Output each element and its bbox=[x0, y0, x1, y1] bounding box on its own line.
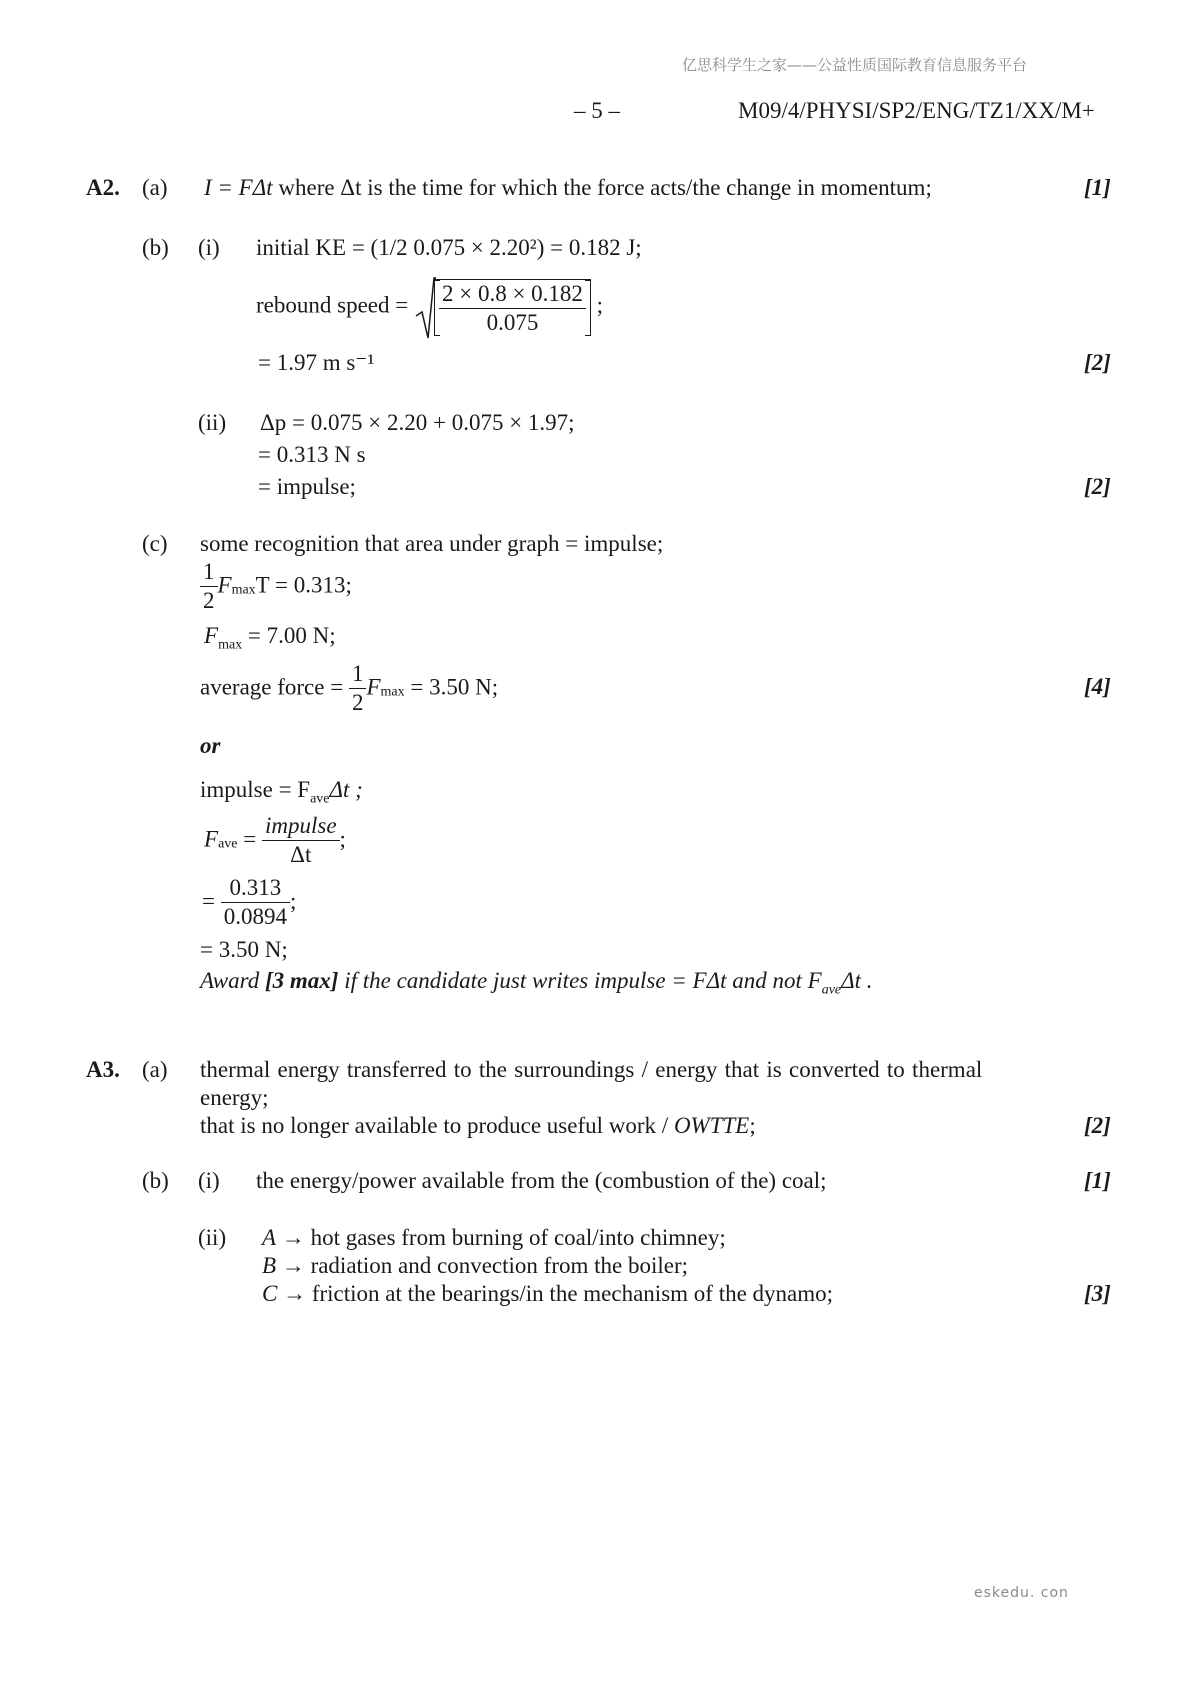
a2-a-text: where Δt is the time for which the force acts/the change in momentum; bbox=[278, 175, 932, 200]
a3-b-ii-row-b bbox=[262, 1252, 688, 1281]
fave-semi: ; bbox=[339, 826, 346, 852]
fave-eq: = bbox=[237, 826, 257, 852]
a2-b-ii-line1: Δp = 0.075 × 2.20 + 0.075 × 1.97; bbox=[260, 410, 575, 435]
sqrt-symbol bbox=[414, 276, 436, 340]
a2-c-line2 bbox=[200, 558, 352, 614]
a3-a-tag: (a) bbox=[142, 1057, 168, 1082]
a3-a-line2: energy; bbox=[200, 1085, 269, 1110]
a2-c-line3 bbox=[204, 622, 336, 654]
question-a3-label: A3. bbox=[86, 1057, 120, 1082]
a3-a-line3-end: ; bbox=[749, 1113, 756, 1138]
a3-b-i-mark: [1] bbox=[1084, 1168, 1111, 1193]
a2-a-mark: [1] bbox=[1084, 175, 1111, 200]
a3-b-ii-mark: [3] bbox=[1084, 1281, 1111, 1306]
a2-b-i-result: = 1.97 m s⁻¹ bbox=[258, 350, 375, 375]
award-bold: [3 max] bbox=[264, 968, 339, 993]
avg-sub: max bbox=[380, 684, 405, 700]
row-a-text: → hot gases from burning of coal/into chimney; bbox=[276, 1225, 726, 1250]
half-num: 1 bbox=[200, 558, 218, 587]
row-a-var: A bbox=[262, 1225, 277, 1250]
value-num: 0.313 bbox=[221, 874, 290, 903]
award-post: if the candidate just writes impulse = FΔt and not F bbox=[338, 968, 822, 993]
a2-b-ii-line2: = 0.313 N s bbox=[258, 442, 366, 467]
a2-c-mark: [4] bbox=[1084, 674, 1111, 699]
a3-a-mark: [2] bbox=[1084, 1113, 1111, 1138]
a2-c-result: = 3.50 N; bbox=[200, 937, 288, 962]
half-den: 2 bbox=[203, 587, 215, 613]
page-number: – 5 – bbox=[574, 98, 620, 123]
fmax-value: = 7.00 N; bbox=[242, 623, 336, 648]
award-pre: Award bbox=[200, 968, 265, 993]
a2-b-i-line1: initial KE = (1/2 0.075 × 2.20²) = 0.182 J; bbox=[256, 235, 642, 260]
avg-half-den: 2 bbox=[351, 689, 364, 715]
line2-tail: T = 0.313; bbox=[255, 572, 352, 598]
owtte: OWTTE bbox=[673, 1113, 750, 1138]
rebound-denominator: 0.075 bbox=[486, 309, 539, 335]
sqrt-expression bbox=[414, 276, 591, 336]
imp-tail: Δt ; bbox=[329, 777, 363, 802]
award-sub: ave bbox=[821, 982, 842, 998]
a2-c-line1: some recognition that area under graph = impulse; bbox=[200, 531, 664, 556]
fmax-var: F bbox=[204, 623, 219, 648]
rebound-numerator: 2 × 0.8 × 0.182 bbox=[439, 280, 586, 309]
a2-a-answer bbox=[204, 174, 932, 203]
rebound-fraction bbox=[439, 280, 586, 336]
a3-b-tag: (b) bbox=[142, 1168, 169, 1193]
avg-f: F bbox=[366, 674, 381, 700]
avg-value: = 3.50 N; bbox=[404, 674, 499, 700]
award-end: Δt . bbox=[841, 968, 873, 993]
fave-sub: ave bbox=[218, 836, 238, 852]
avg-half-num: 1 bbox=[349, 660, 367, 689]
avg-label: average force = bbox=[200, 674, 344, 700]
a2-c-award-note bbox=[200, 967, 873, 999]
value-fraction bbox=[221, 874, 290, 930]
a2-a-equation: I = FΔt bbox=[204, 175, 273, 200]
a3-a-line1: thermal energy transferred to the surroundings / energy that is converted to thermal bbox=[200, 1057, 983, 1082]
a3-a-line3-text: that is no longer available to produce useful work / bbox=[200, 1113, 674, 1138]
paper-code: M09/4/PHYSI/SP2/ENG/TZ1/XX/M+ bbox=[738, 98, 1095, 123]
value-den: 0.0894 bbox=[223, 903, 287, 929]
a2-a-tag: (a) bbox=[142, 175, 168, 200]
rebound-semicolon: ; bbox=[596, 292, 604, 318]
row-c-text: → friction at the bearings/in the mechanism of the dynamo; bbox=[277, 1281, 834, 1306]
a2-c-tag: (c) bbox=[142, 531, 168, 556]
a3-a-line3 bbox=[200, 1112, 756, 1141]
a3-b-i-text: the energy/power available from the (combustion of the) coal; bbox=[256, 1168, 827, 1193]
value-eq: = bbox=[202, 888, 215, 914]
a3-b-ii-row-c bbox=[262, 1280, 833, 1309]
a2-b-i-tag: (i) bbox=[198, 235, 220, 260]
bracket bbox=[434, 279, 591, 336]
fmax-sub: max bbox=[218, 637, 243, 653]
avg-half bbox=[349, 660, 367, 716]
fave-num: impulse bbox=[262, 812, 340, 841]
rebound-label: rebound speed = bbox=[256, 292, 409, 318]
value-semi: ; bbox=[289, 888, 297, 914]
a2-b-i-rebound bbox=[256, 276, 603, 336]
a2-b-ii-line3: = impulse; bbox=[258, 474, 356, 499]
a2-c-fave bbox=[204, 812, 346, 868]
watermark-bottom: eskedu. con bbox=[974, 1585, 1069, 1601]
fave-fraction bbox=[262, 812, 340, 868]
a2-c-value bbox=[202, 874, 296, 930]
row-c-var: C bbox=[262, 1281, 278, 1306]
a2-b-ii-mark: [2] bbox=[1084, 474, 1111, 499]
a2-c-impulse bbox=[200, 776, 363, 808]
f-var: F bbox=[217, 572, 232, 598]
fave-den: Δt bbox=[290, 841, 312, 867]
row-b-var: B bbox=[262, 1253, 277, 1278]
a3-b-ii-row-a bbox=[262, 1224, 726, 1253]
a2-b-ii-tag: (ii) bbox=[198, 410, 227, 435]
a3-b-ii-tag: (ii) bbox=[198, 1225, 227, 1250]
a3-b-i-tag: (i) bbox=[198, 1168, 220, 1193]
watermark-top: 亿思科学生之家——公益性质国际教育信息服务平台 bbox=[682, 56, 1028, 74]
a2-c-or: or bbox=[200, 733, 221, 758]
a2-b-tag: (b) bbox=[142, 235, 169, 260]
question-a2-label: A2. bbox=[86, 175, 120, 200]
half-fraction bbox=[200, 558, 218, 614]
imp-sub: ave bbox=[310, 791, 330, 807]
imp-label: impulse = F bbox=[200, 777, 311, 802]
a2-b-i-mark: [2] bbox=[1084, 350, 1111, 375]
f-sub: max bbox=[231, 582, 256, 598]
row-b-text: → radiation and convection from the boiler; bbox=[276, 1253, 689, 1278]
a2-c-average bbox=[200, 660, 498, 716]
fave-var: F bbox=[204, 826, 219, 852]
